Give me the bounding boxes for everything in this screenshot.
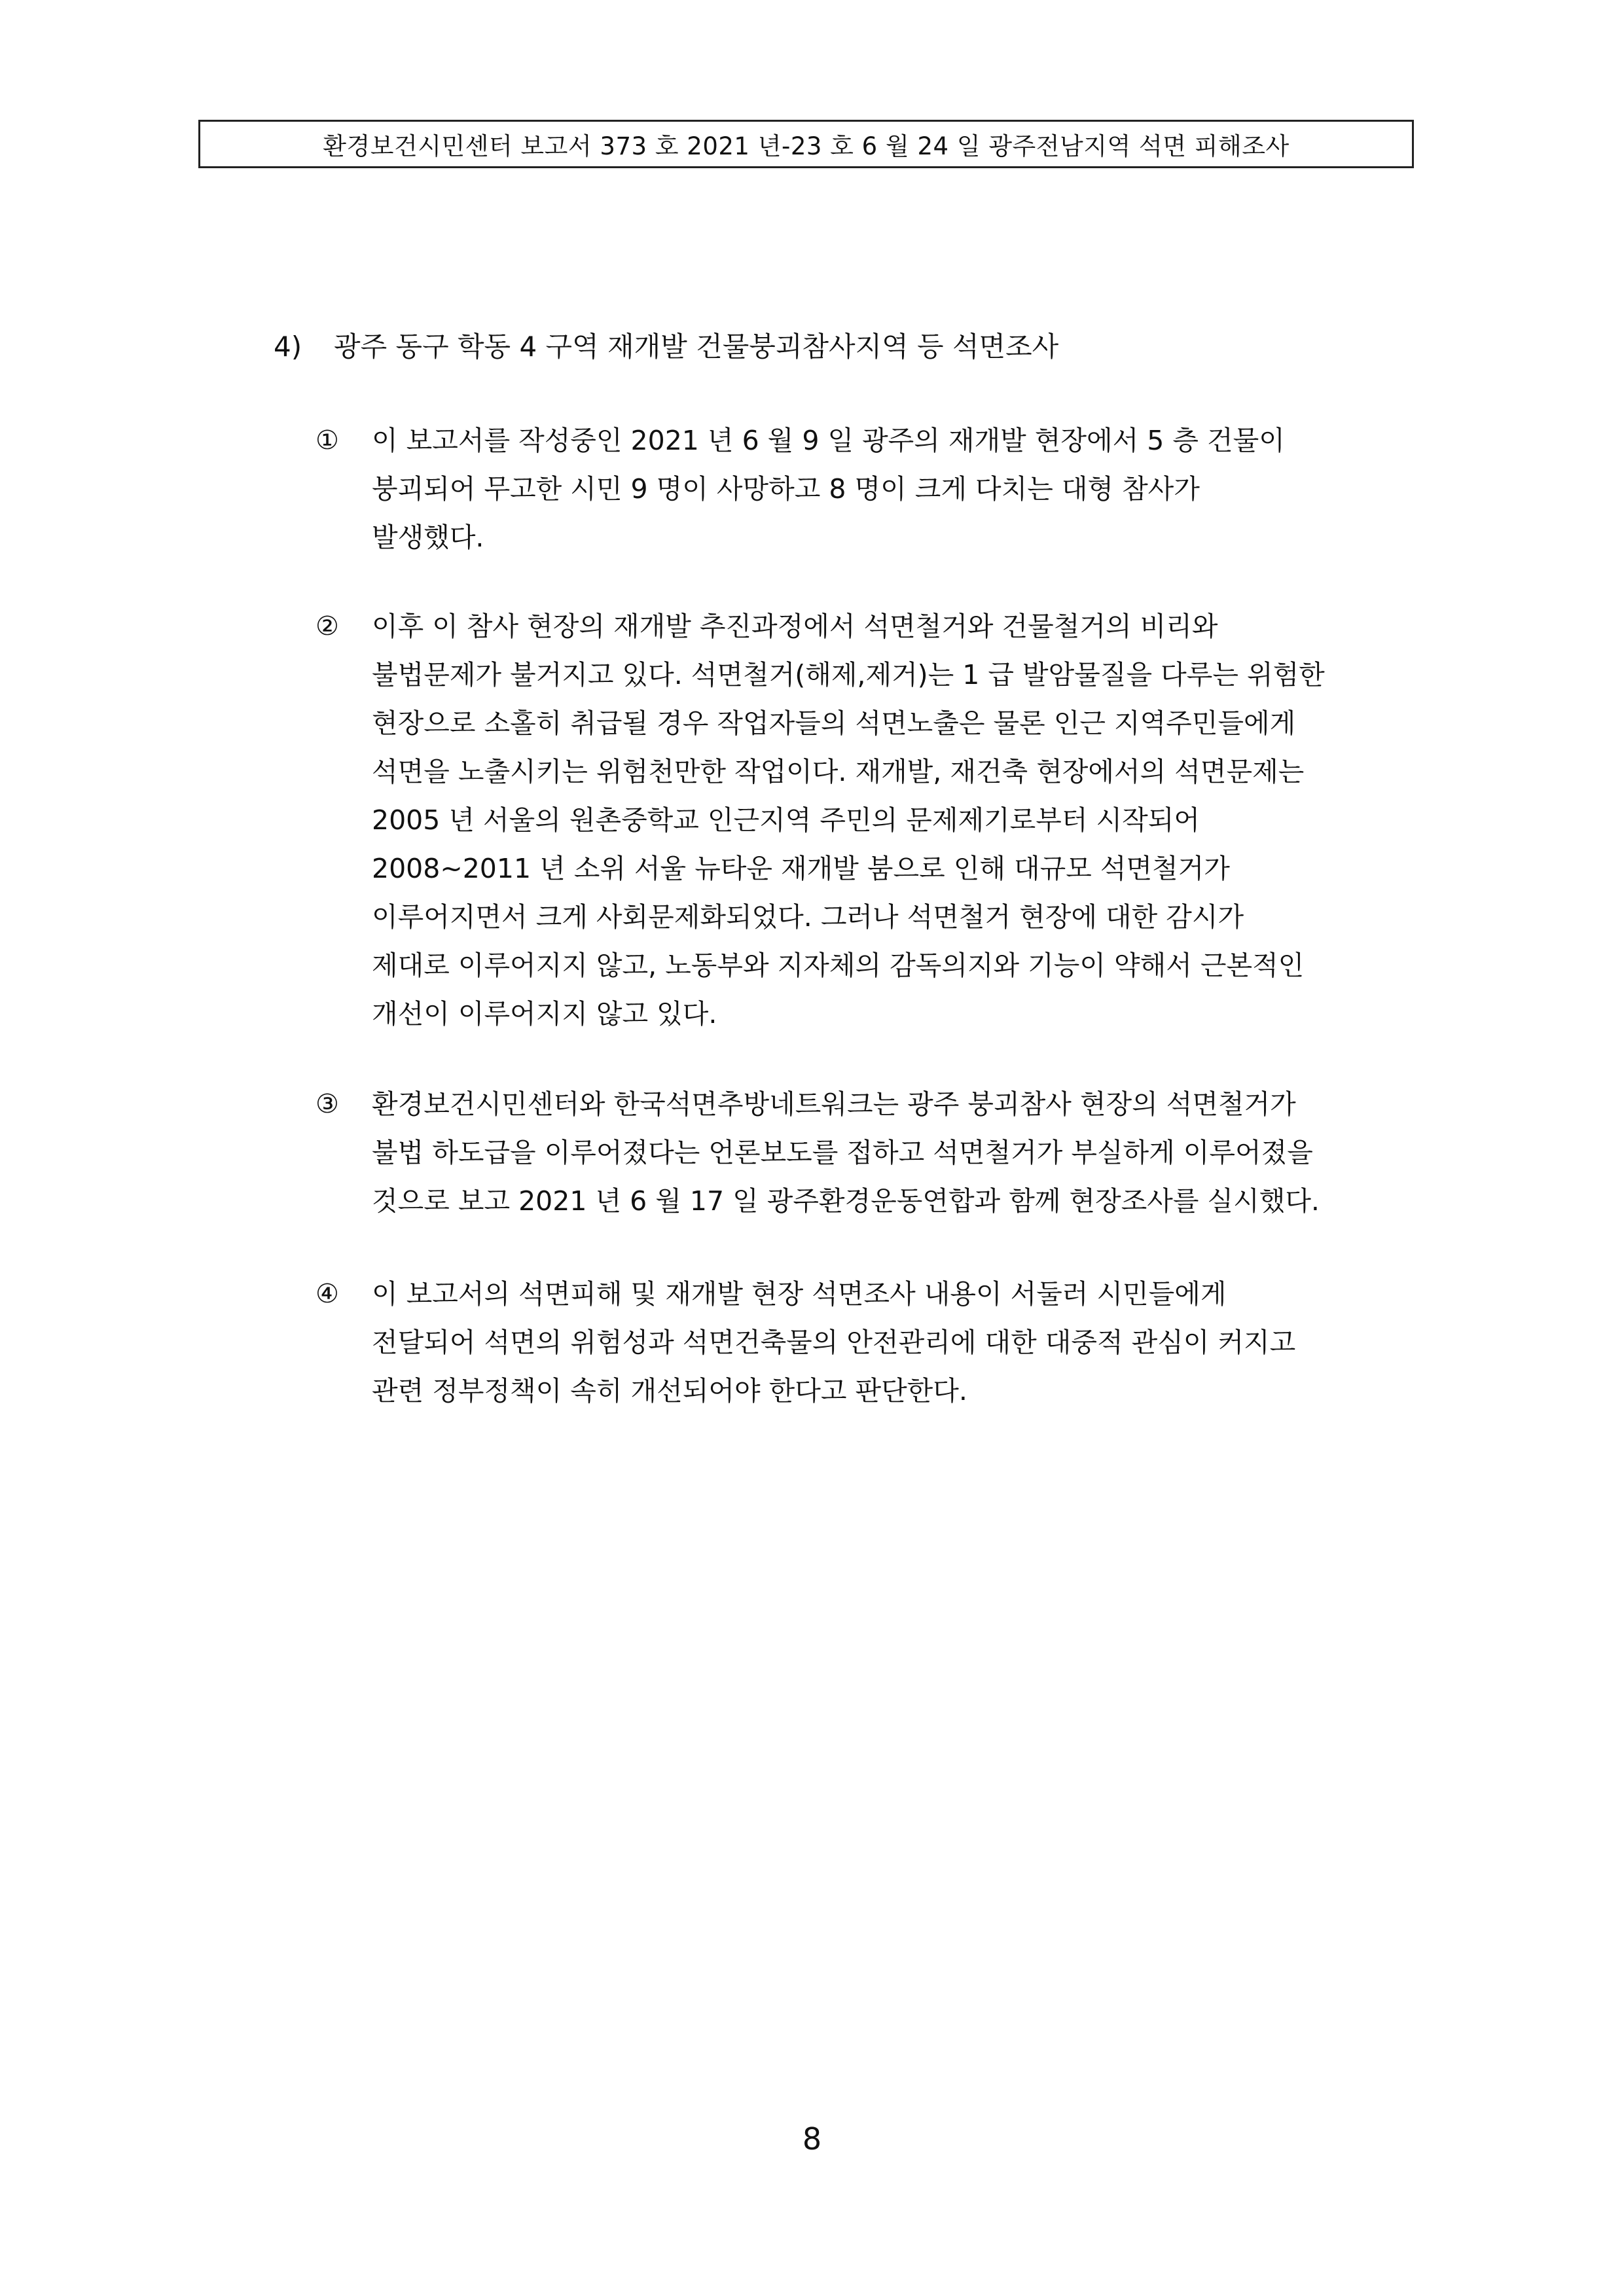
paragraph-line: 이 보고서의 석면피해 및 재개발 현장 석면조사 내용이 서둘러 시민들에게: [372, 1278, 1227, 1310]
item-marker: ④: [316, 1279, 339, 1309]
paragraph-line: 것으로 보고 2021 년 6 월 17 일 광주환경운동연합과 함께 현장조사를 실시했다.: [372, 1185, 1320, 1217]
paragraph-line: 붕괴되어 무고한 시민 9 명이 사망하고 8 명이 크게 다치는 대형 참사가: [372, 473, 1200, 505]
item-marker: ②: [316, 611, 339, 641]
item-paragraph: [372, 416, 1452, 562]
paragraph-line: 이후 이 참사 현장의 재개발 추진과정에서 석면철거와 건물철거의 비리와: [372, 611, 1218, 642]
section-title-text: 광주 동구 학동 4 구역 재개발 건물붕괴참사지역 등 석면조사: [334, 331, 1059, 363]
item-marker: ③: [316, 1089, 339, 1119]
paragraph-line: 현장으로 소홀히 취급될 경우 작업자들의 석면노출은 물론 인근 지역주민들에게: [372, 708, 1296, 739]
paragraph-line: 2008~2011 년 소위 서울 뉴타운 재개발 붐으로 인해 대규모 석면철거가: [372, 853, 1230, 884]
paragraph-line: 이루어지면서 크게 사회문제화되었다. 그러나 석면철거 현장에 대한 감시가: [372, 901, 1244, 933]
paragraph-line: 관련 정부정책이 속히 개선되어야 한다고 판단한다.: [372, 1375, 967, 1407]
report-header-text: 환경보건시민센터 보고서 373 호 2021 년-23 호 6 월 24 일 광주전남지역 석면 피해조사: [323, 132, 1290, 160]
page-number: 8: [802, 2121, 822, 2157]
paragraph-line: 환경보건시민센터와 한국석면추방네트워크는 광주 붕괴참사 현장의 석면철거가: [372, 1088, 1296, 1120]
section-heading: [274, 327, 1452, 367]
paragraph-line: 제대로 이루어지지 않고, 노동부와 지자체의 감독의지와 기능이 약해서 근본적인: [372, 950, 1305, 981]
section-number: 4): [274, 331, 302, 363]
paragraph-line: 발생했다.: [372, 522, 484, 553]
paragraph-line: 불법 하도급을 이루어졌다는 언론보도를 접하고 석면철거가 부실하게 이루어졌을: [372, 1137, 1313, 1168]
item-paragraph: [372, 602, 1452, 1038]
paragraph-line: 전달되어 석면의 위험성과 석면건축물의 안전관리에 대한 대중적 관심이 커지고: [372, 1327, 1296, 1358]
item-paragraph: [372, 1080, 1452, 1225]
paragraph-line: 불법문제가 불거지고 있다. 석면철거(해제,제거)는 1 급 발암물질을 다루는 위험한: [372, 659, 1325, 691]
report-header-box: [198, 120, 1414, 168]
item-paragraph: [372, 1270, 1452, 1415]
paragraph-line: 석면을 노출시키는 위험천만한 작업이다. 재개발, 재건축 현장에서의 석면문제는: [372, 756, 1305, 787]
paragraph-line: 이 보고서를 작성중인 2021 년 6 월 9 일 광주의 재개발 현장에서 5 층 건물이: [372, 425, 1285, 456]
paragraph-line: 개선이 이루어지지 않고 있다.: [372, 998, 717, 1030]
item-marker: ①: [316, 425, 339, 456]
paragraph-line: 2005 년 서울의 원촌중학교 인근지역 주민의 문제제기로부터 시작되어: [372, 804, 1200, 836]
